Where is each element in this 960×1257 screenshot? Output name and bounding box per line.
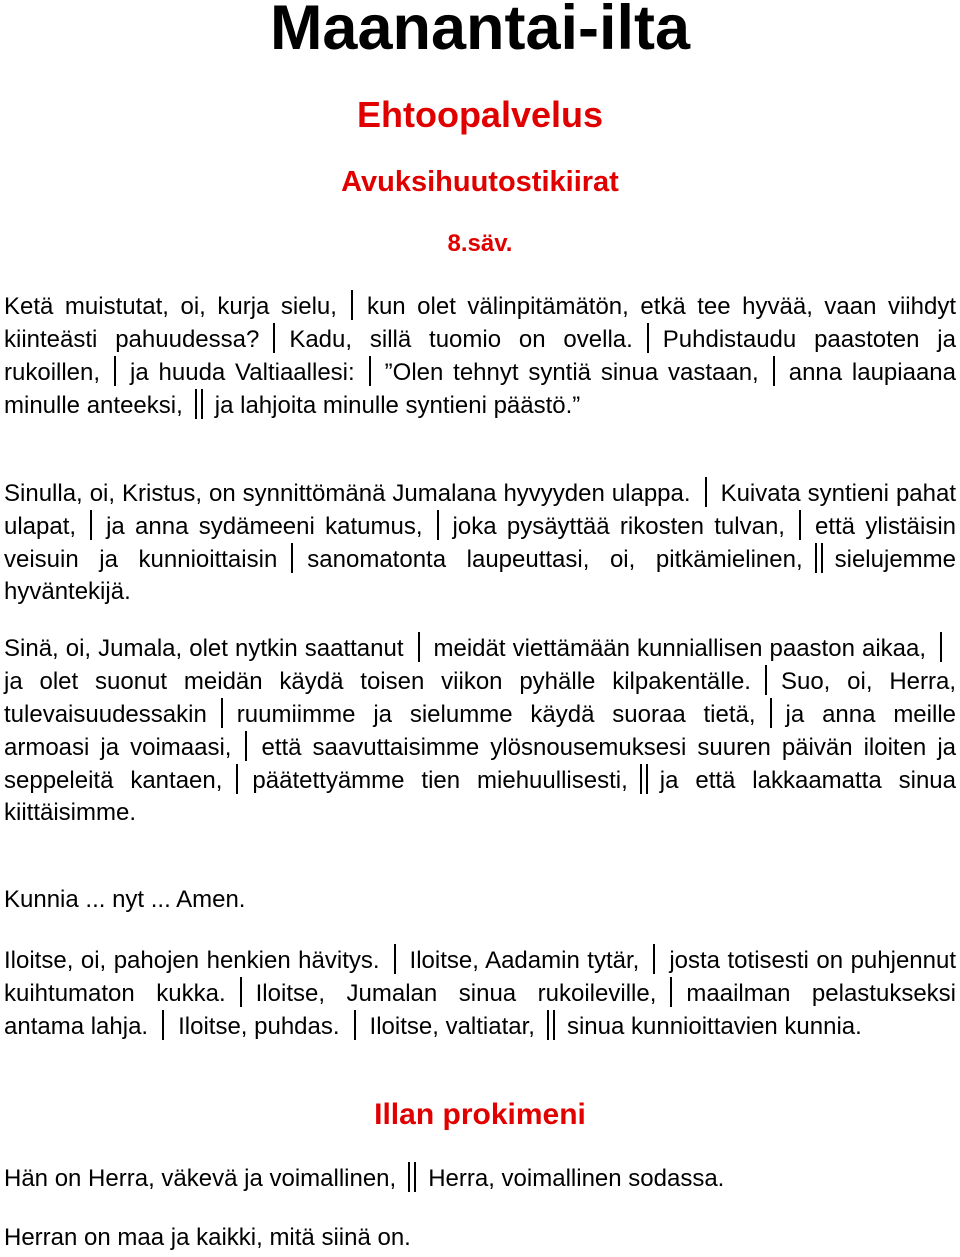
verse-divider — [940, 632, 942, 662]
prokimenon-text — [4, 1162, 956, 1195]
phrase: sielujemme hyväntekijä. — [4, 546, 956, 605]
verse-divider — [653, 944, 655, 974]
verse-divider — [236, 764, 238, 794]
phrase: Sinulla, oi, Kristus, on synnittömänä Jumalana hyvyyden ulappa. — [4, 480, 691, 507]
verse-divider — [418, 632, 420, 662]
verse-divider — [221, 698, 223, 728]
phrase: anna laupiaana minulle anteeksi, — [4, 359, 956, 419]
hymn-paragraph-1 — [4, 290, 956, 422]
verse-divider — [351, 290, 353, 320]
phrase: Kuivata syntieni pahat ulapat, — [4, 480, 957, 540]
verse-divider — [273, 323, 275, 353]
verse-divider — [670, 977, 672, 1007]
phrase: Iloitse, oi, pahojen henkien hävitys. — [4, 947, 380, 974]
doxology: Kunnia ... nyt ... Amen. — [4, 886, 246, 913]
phrase: Kadu, sillä tuomio on ovella. — [289, 326, 633, 353]
verse-divider — [245, 731, 247, 761]
phrase: ja lahjoita minulle syntieni päästö.” — [214, 392, 581, 419]
phrase: Ketä muistutat, oi, kurja sielu, — [4, 293, 337, 320]
verse-divider — [240, 977, 242, 1007]
verse-divider — [773, 356, 775, 386]
service-heading: Ehtoopalvelus — [356, 94, 604, 135]
double-verse-divider — [815, 543, 823, 573]
verse-divider — [162, 1010, 164, 1040]
prokimenon-heading: Illan prokimeni — [374, 1098, 586, 1131]
phrase: Sinä, oi, Jumala, olet nytkin saattanut — [4, 635, 404, 662]
prokimenon-verse: Herran on maa ja kaikki, mitä siinä on. — [4, 1224, 411, 1251]
phrase: Herra, voimallinen sodassa. — [428, 1165, 725, 1192]
phrase: Iloitse, puhdas. — [178, 1013, 340, 1040]
double-verse-divider — [408, 1162, 416, 1192]
phrase: maailman pelastukseksi antama lahja. — [4, 980, 957, 1040]
verse-divider — [354, 1010, 356, 1040]
phrase: ja että lakkaamatta sinua kiittäisimme. — [4, 767, 956, 826]
phrase: sanomatonta laupeuttasi, oi, pitkämielinen, — [307, 546, 803, 573]
phrase: ruumiimme ja sielumme käydä suoraa tietä, — [236, 701, 756, 728]
phrase: päätettyämme tien miehuullisesti, — [252, 767, 628, 794]
phrase: sinua kunnioittavien kunnia. — [566, 1013, 862, 1040]
phrase: ja anna meille armoasi ja voimaasi, — [4, 701, 956, 761]
phrase: Hän on Herra, väkevä ja voimallinen, — [4, 1165, 397, 1192]
tone-heading: 8.säv. — [447, 230, 513, 257]
phrase: joka pysäyttää rikosten tulvan, — [452, 513, 785, 540]
phrase: meidät viettämään kunniallisen paaston aikaa, — [433, 635, 927, 662]
double-verse-divider — [547, 1010, 555, 1040]
phrase: ”Olen tehnyt syntiä sinua vastaan, — [384, 359, 759, 386]
phrase: Iloitse, Aadamin tytär, — [409, 947, 640, 974]
double-verse-divider — [640, 764, 648, 794]
phrase: että saavuttaisimme ylösnousemuksesi suuren päivän iloiten ja seppeleitä kantaen, — [4, 734, 956, 794]
phrase: Puhdistaudu paastoten ja rukoillen, — [4, 326, 956, 386]
verse-divider — [114, 356, 116, 386]
verse-divider — [291, 543, 293, 573]
verse-divider — [705, 477, 707, 507]
stichera-heading: Avuksihuutostikiirat — [341, 166, 619, 198]
verse-divider — [770, 698, 772, 728]
verse-divider — [394, 944, 396, 974]
phrase: josta totisesti on puhjennut kuihtumaton kukka. — [4, 947, 956, 1007]
verse-divider — [437, 510, 439, 540]
verse-divider — [90, 510, 92, 540]
verse-divider — [765, 665, 767, 695]
hymn-paragraph-4 — [4, 944, 956, 1043]
hymn-paragraph-2 — [4, 477, 956, 608]
page-title: Maanantai-ilta — [269, 0, 691, 63]
phrase: ja huuda Valtiaallesi: — [130, 359, 355, 386]
phrase: Suo, oi, Herra, tulevaisuudessakin — [4, 668, 957, 728]
verse-divider — [647, 323, 649, 353]
phrase: ja anna sydämeeni katumus, — [106, 513, 423, 540]
phrase: että ylistäisin veisuin ja kunnioittaisin — [4, 513, 957, 573]
verse-divider — [369, 356, 371, 386]
hymn-paragraph-3 — [4, 632, 956, 829]
phrase: Iloitse, Jumalan sinua rukoileville, — [255, 980, 657, 1007]
verse-divider — [799, 510, 801, 540]
double-verse-divider — [195, 389, 203, 419]
phrase: kun olet välinpitämätön, etkä tee hyvää, vaan viihdyt kiinteästi pahuudessa? — [4, 293, 956, 353]
phrase: Iloitse, valtiatar, — [369, 1013, 535, 1040]
phrase: ja olet suonut meidän käydä toisen viikon pyhälle kilpakentälle. — [4, 668, 751, 695]
